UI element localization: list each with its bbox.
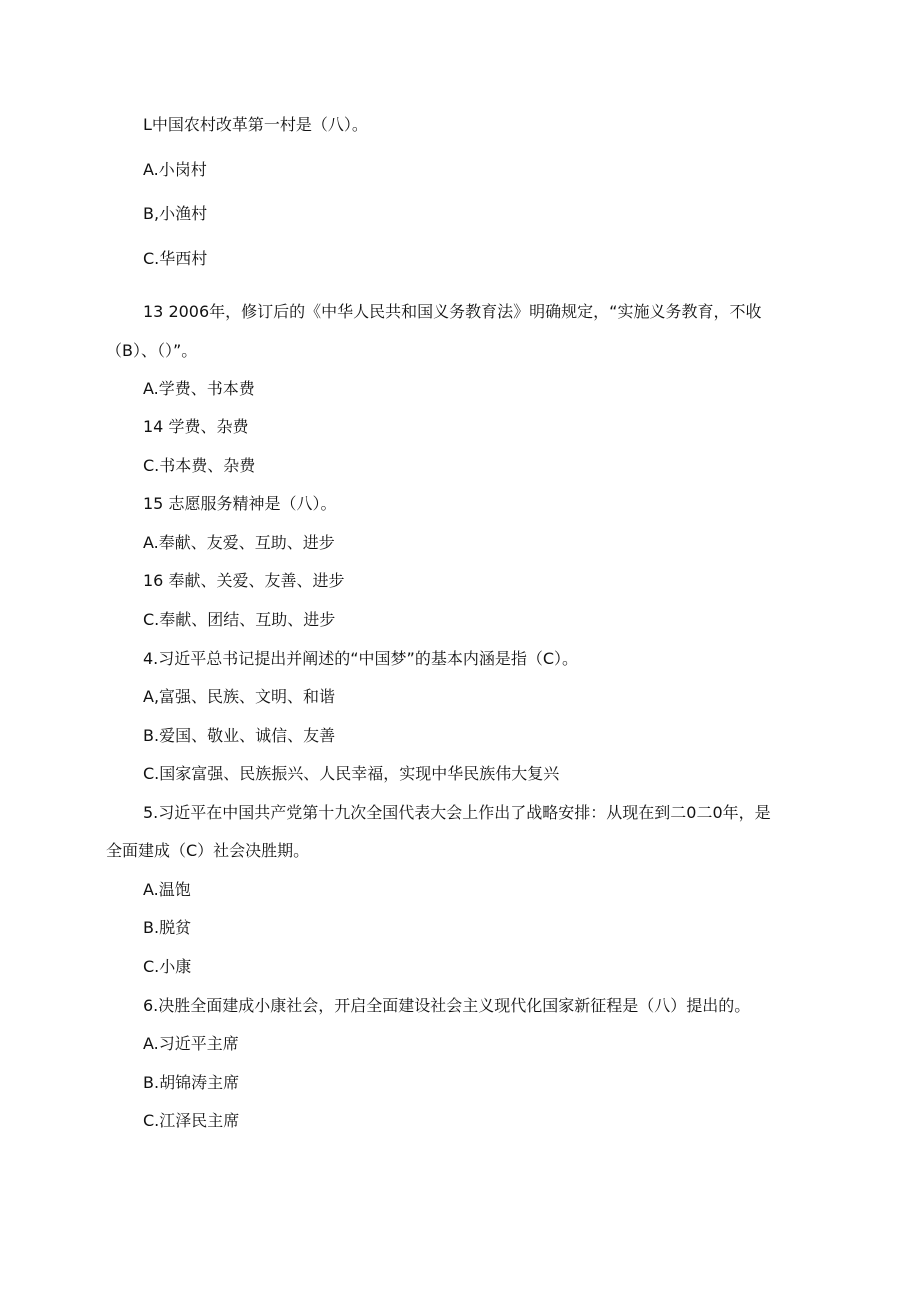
option-text: A.温饱	[143, 880, 191, 899]
option-text: C.华西村	[143, 249, 208, 268]
question-text: 15 志愿服务精神是（八）。	[143, 494, 337, 513]
option-text: C.书本费、杂费	[143, 456, 256, 475]
option-text: A.学费、书本费	[143, 379, 255, 398]
question-text: 4.习近平总书记提出并阐述的“中国梦”的基本内涵是指（C）。	[143, 649, 579, 668]
option-text: A,富强、民族、文明、和谐	[143, 687, 336, 706]
question-text-continued: 全面建成（C）社会决胜期。	[106, 841, 310, 860]
option-text: C.奉献、团结、互助、进步	[143, 610, 336, 629]
question-text: L中国农村改革第一村是（八）。	[143, 115, 368, 134]
option-text: B.胡锦涛主席	[143, 1073, 240, 1092]
option-text: A.小岗村	[143, 160, 207, 179]
option-text: B,小渔村	[143, 204, 208, 223]
option-text: B.爱国、敬业、诚信、友善	[143, 726, 336, 745]
question-text: 5.习近平在中国共产党第十九次全国代表大会上作出了战略安排：从现在到二0二0年，是	[143, 803, 771, 822]
question-text: 13 2006年，修订后的《中华人民共和国义务教育法》明确规定，“实施义务教育，不收	[143, 302, 762, 321]
option-text: C.小康	[143, 957, 192, 976]
question-text: 6.决胜全面建成小康社会，开启全面建设社会主义现代化国家新征程是（八）提出的。	[143, 996, 751, 1015]
option-text: C.国家富强、民族振兴、人民幸福，实现中华民族伟大复兴	[143, 764, 560, 783]
option-text: C.江泽民主席	[143, 1111, 240, 1130]
question-text-continued: （B）、（）”。	[106, 341, 198, 360]
option-text: A.奉献、友爱、互助、进步	[143, 533, 335, 552]
option-text: A.习近平主席	[143, 1034, 239, 1053]
option-text: 14 学费、杂费	[143, 417, 249, 436]
option-text: B.脱贫	[143, 918, 192, 937]
option-text: 16 奉献、关爱、友善、进步	[143, 571, 345, 590]
